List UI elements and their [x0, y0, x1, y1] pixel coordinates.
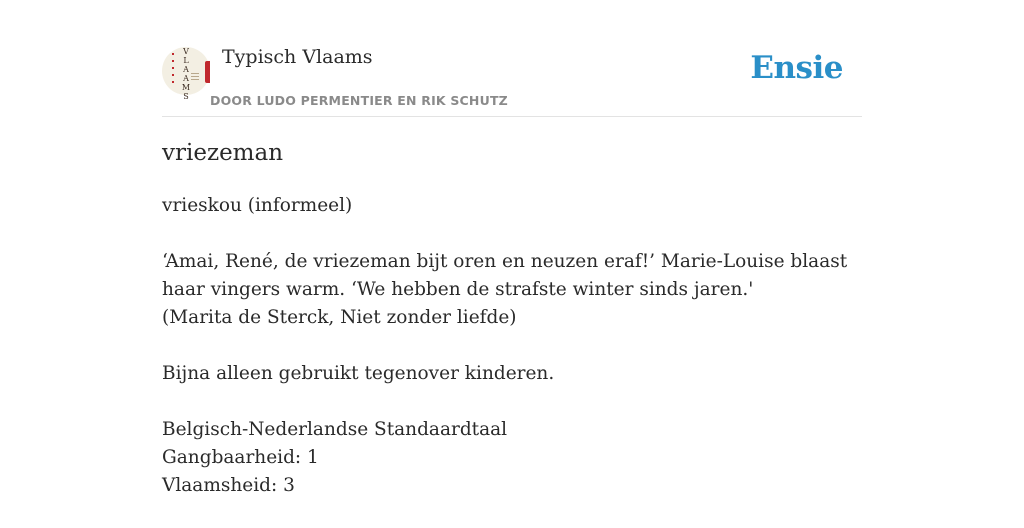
logo-letter: A	[183, 65, 189, 74]
entry-quote-source: (Marita de Sterck, Niet zonder liefde)	[162, 307, 517, 328]
entry-quote: ‘Amai, René, de vriezeman bijt oren en neuzen eraf!’ Marie-Louise blaast haar vingers warm. ‘We hebben de strafste winter sinds jaren.'	[162, 251, 848, 300]
entry-quote-block	[162, 248, 862, 332]
language-variant: Belgisch-Nederlandse Standaardtaal	[162, 419, 508, 440]
entry-headword: vriezeman	[162, 140, 284, 166]
vlaamsheid-rating: Vlaamsheid: 3	[162, 475, 295, 496]
logo-letter: A	[183, 74, 189, 83]
logo-lines	[191, 73, 199, 83]
site-header	[162, 0, 862, 117]
site-title-link[interactable]: Typisch Vlaams	[222, 46, 373, 68]
entry-metadata	[162, 416, 862, 500]
gangbaarheid-rating: Gangbaarheid: 1	[162, 447, 319, 468]
page-container	[162, 0, 862, 512]
entry-definition: vrieskou (informeel)	[162, 195, 353, 216]
book-cover-logo[interactable]	[162, 47, 210, 101]
logo-letter: S	[183, 92, 189, 101]
logo-letter: M	[181, 83, 191, 92]
authors-byline: DOOR LUDO PERMENTIER EN RIK SCHUTZ	[210, 93, 508, 108]
entry-body	[162, 192, 862, 528]
logo-letter: L	[183, 56, 189, 65]
entry-usage-note: Bijna alleen gebruikt tegenover kinderen.	[162, 363, 555, 384]
ensie-brand-link[interactable]: Ensie	[750, 50, 843, 86]
logo-letter: V	[183, 47, 189, 56]
logo-red-edge	[205, 61, 210, 83]
logo-dots	[172, 53, 175, 83]
